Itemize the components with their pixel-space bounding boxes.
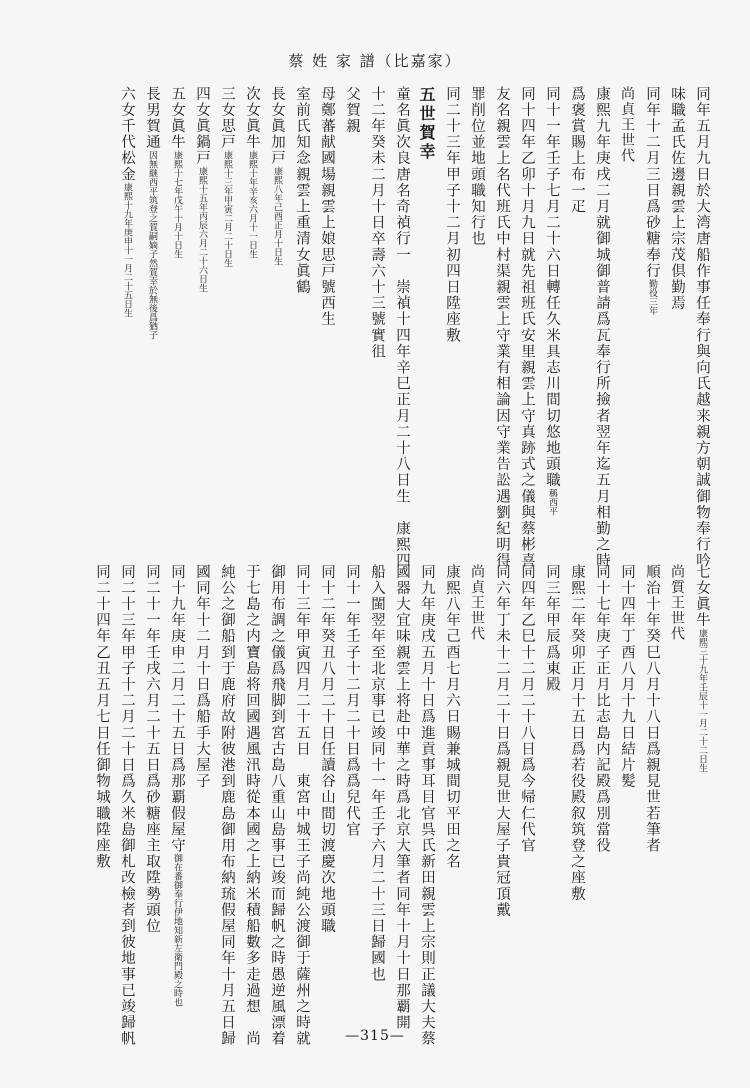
column-text: 純公之御船到于鹿府故附彼港到鹿島御用布納琉假屋同年十月五日歸: [219, 564, 235, 1047]
column-text: 同六年丁未十二月二十日爲親見世大屋子貴冠頂戴: [494, 564, 510, 919]
annotation: 勤役三年: [647, 279, 657, 316]
text-column: [114, 86, 139, 481]
column-text: 同二十三年甲子十二月初四日陞座敷: [444, 86, 460, 344]
text-column: [514, 564, 539, 916]
text-column: [414, 86, 439, 481]
column-text: 康熙八年己酉七月六日賜兼城間切平田之名: [444, 564, 460, 870]
text-column: [339, 564, 364, 916]
text-column: [214, 86, 239, 481]
text-column: [664, 564, 689, 916]
column-text: 同十九年庚申二月二十五日爲那覇假屋守: [169, 564, 185, 854]
annotation: 康熙十三年甲寅二月二十日生: [222, 150, 232, 268]
column-text: 順治十年癸巳八月十八日爲親見世若筆者: [644, 564, 660, 854]
text-column: [139, 86, 164, 481]
text-column: [139, 564, 164, 935]
text-column: [539, 86, 564, 516]
column-text: 同十二年癸丑八月二十日任讀谷山間切渡慶次地頭職: [319, 564, 335, 935]
annotation: 御在番御奉行伊地知新左衛門殿之時也: [172, 853, 182, 1007]
column-text: 味職孟氏佐邊親雲上宗茂倶勤焉: [669, 86, 685, 312]
text-column: [689, 564, 714, 916]
text-column: [189, 564, 214, 916]
column-text: 國同年十二月十日爲船手大屋子: [194, 564, 210, 790]
column-text: 三女思戸: [219, 86, 235, 151]
text-column: [339, 86, 364, 481]
text-column: [639, 564, 664, 916]
text-column: [439, 564, 464, 916]
column-text: 五世賀幸: [417, 86, 436, 162]
column-text: 同二十三年甲子十二月二十日爲久米島御札改檢者到彼地事已竣歸帆: [119, 564, 135, 1047]
annotation: 康熙十七年戊午十月十日生: [172, 150, 182, 259]
column-text: 同十四年乙卯十月九日就先祖班氏安里親雲上守真跡式之儀與蔡彬喜: [519, 86, 535, 569]
upper-text-block: [38, 86, 714, 569]
text-column: [489, 86, 514, 569]
text-column: [264, 86, 289, 481]
text-column: [314, 86, 339, 481]
column-text: 母鄭蕃献國場親雲上娘思戸號西生: [319, 86, 335, 328]
column-text: 長女眞加戸: [269, 86, 285, 167]
column-text: 尚貞王世代: [619, 86, 635, 164]
annotation: 稱西平: [547, 488, 557, 516]
text-column: [564, 564, 589, 916]
column-text: 同年五月九日於大湾唐船作事任奉行與向氏越来親方朝誠御物奉行吟: [694, 86, 710, 569]
text-column: [614, 564, 639, 916]
column-text: 四女眞鍋戸: [194, 86, 210, 167]
text-column: [289, 564, 314, 1047]
column-text: 童名眞次良唐名奇禎行一 崇禎十四年辛巳正月二十八日生 康熙四: [394, 86, 410, 569]
annotation: 康熙三十九年壬辰十一月二十二日生: [697, 628, 707, 773]
text-column: [289, 86, 314, 481]
column-text: 次女眞牛: [244, 86, 260, 151]
text-column: [364, 86, 389, 481]
annotation: 康熙十年辛亥六月十一日生: [247, 150, 257, 259]
text-column: [464, 564, 489, 916]
text-column: [414, 564, 439, 1047]
text-column: [539, 564, 564, 916]
text-column: [564, 86, 589, 481]
text-column: [239, 564, 264, 1047]
column-text: 父賀親: [344, 86, 360, 135]
text-column: [464, 86, 489, 481]
column-text: 十二年癸未二月十日卒壽六十三號實徂: [369, 86, 385, 360]
column-text: 同年十二月三日爲砂糖奉行: [644, 86, 660, 280]
column-text: 同二十四年乙丑五月七日任御物城職陞座敷: [94, 564, 110, 870]
text-column: [514, 86, 539, 569]
column-text: 康熙二年癸卯正月十五日爲若役殿叙筑登之座敷: [569, 564, 585, 903]
column-text: 七女眞牛: [694, 564, 710, 629]
text-column: [364, 564, 389, 983]
text-column: [214, 564, 239, 1047]
column-text: 同十一年壬子七月二十六日轉任久米具志川間切悠地頭職: [544, 86, 560, 489]
column-text: 同十三年甲寅四月二十五日 東宮中城王子尚純公渡御于薩州之時就: [294, 564, 310, 1047]
annotation: 康熙十五年丙辰六月二十六日生: [197, 166, 207, 293]
text-column: [614, 86, 639, 481]
text-column: [239, 86, 264, 481]
annotation: 康熙八年己酉正月十日生: [272, 166, 282, 266]
text-column: [164, 564, 189, 1007]
column-text: 同十一年壬子十二月二十日爲爲兒代官: [344, 564, 360, 838]
text-column: [164, 86, 189, 481]
text-column: [439, 86, 464, 481]
column-text: 爲褒賞賜上布一疋: [569, 86, 585, 215]
column-text: 罪削位並地頭職知行也: [469, 86, 485, 247]
column-text: 同十七年庚子正月比志島内記殿爲別當役: [594, 564, 610, 854]
column-text: 御用布調之儀爲飛脚到宮古島八重山島事已竣而歸帆之時愚逆風漂着: [269, 564, 285, 1047]
text-column: [189, 86, 214, 481]
running-header: 蔡 姓 家 譜（比嘉家）: [288, 52, 462, 70]
column-text: 同四年乙巳十二月二十八日爲今帰仁代官: [519, 564, 535, 854]
column-text: 船入閩翌年至北京事已竣同十一年壬子六月二十三日歸國也: [369, 564, 385, 983]
column-text: 國器大宜味親雲上将赴中華之時爲北京大筆者同年十月十日那覇開: [394, 564, 410, 1031]
column-text: 同十四年丁酉八月十九日結片髪: [619, 564, 635, 790]
text-column: [664, 86, 689, 481]
text-column: [489, 564, 514, 919]
text-column: [389, 86, 414, 569]
text-column: [314, 564, 339, 935]
text-column: [639, 86, 664, 481]
column-text: 康熙九年庚戌二月就御城御普請爲瓦奉行所撿者翌年迄五月相勤之時: [594, 86, 610, 569]
column-text: 同九年庚戌五月十日爲進貢事耳目官呉氏新田親雲上宗則正議大夫蔡: [419, 564, 435, 1047]
text-column: [589, 564, 614, 916]
column-text: 尚質王世代: [669, 564, 685, 642]
column-text: 室前氏知念親雲上重清女眞鶴: [294, 86, 310, 296]
column-text: 長男賀通: [144, 86, 160, 151]
column-text: 友名親雲上名代班氏中村渠親雲上守業有相論因守業告訟遇劉紀明得: [494, 86, 510, 569]
annotation: 康熙十九年庚申十一月二十五日生: [122, 182, 132, 318]
column-text: 五女眞牛: [169, 86, 185, 151]
text-column: [389, 564, 414, 1031]
column-text: 同二十一年壬戌六月二十五日爲砂糖座主取陞勢頭位: [144, 564, 160, 935]
text-column: [589, 86, 614, 569]
column-text: 六女千代松金: [119, 86, 135, 183]
text-column: [689, 86, 714, 569]
column-text: 同三年甲辰爲東殿: [544, 564, 560, 693]
page-number: —315—: [345, 1028, 405, 1044]
column-text: 尚貞王世代: [469, 564, 485, 642]
column-text: 于七島之内寶島将回國遇風汛時從本國之上納米積船數多走過想 尚: [244, 564, 260, 1047]
text-column: [114, 564, 139, 1047]
text-column: [89, 564, 114, 916]
text-column: [264, 564, 289, 1047]
annotation: 因無継西平筑登之賀嗣嫡子然賀幸於無後爲猶子: [147, 150, 157, 340]
